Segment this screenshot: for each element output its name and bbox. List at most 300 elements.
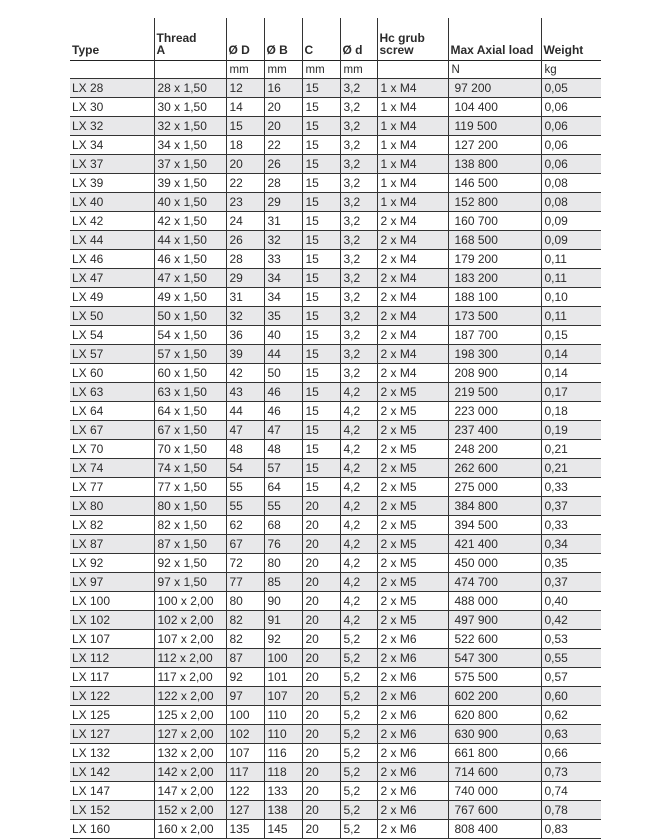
cell-load: 152 800 [448, 193, 541, 212]
cell-thread: 160 x 2,00 [154, 820, 226, 839]
cell-c: 15 [302, 364, 340, 383]
cell-ob: 16 [264, 79, 302, 98]
cell-odd: 3,2 [340, 136, 377, 155]
table-row [70, 231, 601, 250]
cell-weight: 0,05 [541, 79, 601, 98]
cell-type: LX 160 [70, 820, 154, 839]
cell-weight: 0,37 [541, 497, 601, 516]
cell-load: 173 500 [448, 307, 541, 326]
cell-type: LX 40 [70, 193, 154, 212]
cell-grub: 2 x M6 [377, 782, 448, 801]
cell-type: LX 147 [70, 782, 154, 801]
cell-thread: 102 x 2,00 [154, 611, 226, 630]
cell-odd: 3,2 [340, 117, 377, 136]
cell-odd: 4,2 [340, 592, 377, 611]
header-type: Type [72, 43, 100, 57]
cell-c: 15 [302, 212, 340, 231]
cell-grub: 1 x M4 [377, 174, 448, 193]
cell-type: LX 44 [70, 231, 154, 250]
cell-ob: 20 [264, 117, 302, 136]
cell-grub: 2 x M6 [377, 801, 448, 820]
cell-type: LX 54 [70, 326, 154, 345]
cell-ob: 29 [264, 193, 302, 212]
cell-thread: 122 x 2,00 [154, 687, 226, 706]
cell-c: 15 [302, 459, 340, 478]
cell-load: 575 500 [448, 668, 541, 687]
cell-thread: 82 x 1,50 [154, 516, 226, 535]
cell-ob: 33 [264, 250, 302, 269]
cell-weight: 0,09 [541, 212, 601, 231]
cell-od: 36 [226, 326, 264, 345]
cell-weight: 0,55 [541, 649, 601, 668]
cell-weight: 0,78 [541, 801, 601, 820]
cell-od: 67 [226, 535, 264, 554]
cell-thread: 54 x 1,50 [154, 326, 226, 345]
cell-c: 15 [302, 402, 340, 421]
header-grub-line1: Hc grub [379, 31, 425, 45]
cell-grub: 1 x M4 [377, 117, 448, 136]
cell-weight: 0,37 [541, 573, 601, 592]
table-row [70, 801, 601, 820]
cell-od: 29 [226, 269, 264, 288]
header-grub [377, 18, 448, 61]
cell-load: 183 200 [448, 269, 541, 288]
cell-c: 15 [302, 383, 340, 402]
cell-load: 497 900 [448, 611, 541, 630]
cell-odd: 4,2 [340, 516, 377, 535]
table-row [70, 592, 601, 611]
unit-c: mm [302, 61, 340, 79]
cell-od: 14 [226, 98, 264, 117]
cell-od: 23 [226, 193, 264, 212]
cell-type: LX 30 [70, 98, 154, 117]
cell-od: 20 [226, 155, 264, 174]
cell-odd: 3,2 [340, 307, 377, 326]
cell-thread: 63 x 1,50 [154, 383, 226, 402]
cell-weight: 0,18 [541, 402, 601, 421]
cell-type: LX 46 [70, 250, 154, 269]
cell-odd: 3,2 [340, 326, 377, 345]
cell-grub: 2 x M6 [377, 763, 448, 782]
cell-weight: 0,06 [541, 98, 601, 117]
cell-od: 122 [226, 782, 264, 801]
cell-ob: 48 [264, 440, 302, 459]
cell-ob: 110 [264, 706, 302, 725]
cell-grub: 2 x M4 [377, 326, 448, 345]
cell-weight: 0,06 [541, 117, 601, 136]
cell-type: LX 50 [70, 307, 154, 326]
cell-type: LX 37 [70, 155, 154, 174]
table-row [70, 383, 601, 402]
cell-weight: 0,21 [541, 459, 601, 478]
table-row [70, 421, 601, 440]
cell-grub: 2 x M5 [377, 478, 448, 497]
cell-grub: 2 x M6 [377, 725, 448, 744]
cell-load: 384 800 [448, 497, 541, 516]
cell-load: 450 000 [448, 554, 541, 573]
cell-grub: 1 x M4 [377, 98, 448, 117]
cell-weight: 0,19 [541, 421, 601, 440]
cell-od: 48 [226, 440, 264, 459]
cell-type: LX 77 [70, 478, 154, 497]
table-row [70, 364, 601, 383]
cell-odd: 4,2 [340, 535, 377, 554]
cell-c: 15 [302, 193, 340, 212]
cell-odd: 4,2 [340, 459, 377, 478]
cell-od: 117 [226, 763, 264, 782]
cell-grub: 2 x M5 [377, 402, 448, 421]
table-row [70, 763, 601, 782]
cell-ob: 85 [264, 573, 302, 592]
cell-c: 20 [302, 744, 340, 763]
cell-odd: 3,2 [340, 250, 377, 269]
cell-c: 15 [302, 269, 340, 288]
cell-load: 188 100 [448, 288, 541, 307]
cell-load: 522 600 [448, 630, 541, 649]
cell-grub: 2 x M6 [377, 649, 448, 668]
cell-type: LX 125 [70, 706, 154, 725]
cell-od: 42 [226, 364, 264, 383]
table-row [70, 725, 601, 744]
cell-type: LX 127 [70, 725, 154, 744]
cell-grub: 2 x M4 [377, 307, 448, 326]
cell-load: 219 500 [448, 383, 541, 402]
cell-weight: 0,11 [541, 269, 601, 288]
cell-odd: 3,2 [340, 345, 377, 364]
cell-od: 80 [226, 592, 264, 611]
table-row [70, 459, 601, 478]
cell-c: 15 [302, 174, 340, 193]
cell-c: 20 [302, 554, 340, 573]
cell-weight: 0,40 [541, 592, 601, 611]
table-row [70, 649, 601, 668]
header-c: C [302, 18, 340, 61]
cell-c: 20 [302, 497, 340, 516]
cell-thread: 49 x 1,50 [154, 288, 226, 307]
unit-type [70, 61, 154, 79]
table-row [70, 706, 601, 725]
cell-c: 20 [302, 782, 340, 801]
unit-odd: mm [340, 61, 377, 79]
unit-ob: mm [264, 61, 302, 79]
cell-load: 208 900 [448, 364, 541, 383]
cell-thread: 67 x 1,50 [154, 421, 226, 440]
cell-od: 55 [226, 497, 264, 516]
cell-c: 15 [302, 345, 340, 364]
cell-grub: 1 x M4 [377, 79, 448, 98]
cell-od: 18 [226, 136, 264, 155]
cell-odd: 3,2 [340, 98, 377, 117]
cell-thread: 39 x 1,50 [154, 174, 226, 193]
cell-grub: 2 x M6 [377, 744, 448, 763]
table-row [70, 744, 601, 763]
header-thread-line1: Thread [156, 31, 197, 45]
cell-c: 20 [302, 516, 340, 535]
table-row [70, 630, 601, 649]
cell-grub: 1 x M4 [377, 155, 448, 174]
cell-odd: 4,2 [340, 383, 377, 402]
cell-ob: 57 [264, 459, 302, 478]
cell-type: LX 47 [70, 269, 154, 288]
cell-odd: 3,2 [340, 231, 377, 250]
cell-load: 661 800 [448, 744, 541, 763]
cell-load: 767 600 [448, 801, 541, 820]
cell-type: LX 100 [70, 592, 154, 611]
cell-grub: 2 x M5 [377, 459, 448, 478]
cell-odd: 4,2 [340, 497, 377, 516]
cell-thread: 74 x 1,50 [154, 459, 226, 478]
cell-thread: 57 x 1,50 [154, 345, 226, 364]
cell-ob: 35 [264, 307, 302, 326]
cell-thread: 60 x 1,50 [154, 364, 226, 383]
cell-weight: 0,06 [541, 155, 601, 174]
cell-grub: 2 x M4 [377, 269, 448, 288]
table-row [70, 402, 601, 421]
cell-ob: 22 [264, 136, 302, 155]
cell-load: 104 400 [448, 98, 541, 117]
cell-type: LX 28 [70, 79, 154, 98]
cell-odd: 3,2 [340, 79, 377, 98]
cell-odd: 4,2 [340, 611, 377, 630]
cell-ob: 32 [264, 231, 302, 250]
cell-type: LX 39 [70, 174, 154, 193]
cell-load: 119 500 [448, 117, 541, 136]
table-row [70, 345, 601, 364]
header-thread-line2: A [156, 43, 166, 57]
cell-ob: 44 [264, 345, 302, 364]
cell-grub: 1 x M4 [377, 136, 448, 155]
table-row [70, 212, 601, 231]
cell-thread: 47 x 1,50 [154, 269, 226, 288]
cell-grub: 2 x M5 [377, 592, 448, 611]
cell-c: 15 [302, 231, 340, 250]
cell-load: 168 500 [448, 231, 541, 250]
cell-odd: 4,2 [340, 573, 377, 592]
cell-type: LX 60 [70, 364, 154, 383]
cell-thread: 117 x 2,00 [154, 668, 226, 687]
cell-load: 421 400 [448, 535, 541, 554]
cell-load: 275 000 [448, 478, 541, 497]
header-grub-line2: screw [379, 43, 414, 57]
cell-ob: 138 [264, 801, 302, 820]
cell-thread: 32 x 1,50 [154, 117, 226, 136]
cell-od: 44 [226, 402, 264, 421]
table-row [70, 98, 601, 117]
cell-c: 15 [302, 79, 340, 98]
cell-odd: 5,2 [340, 668, 377, 687]
cell-type: LX 97 [70, 573, 154, 592]
cell-c: 15 [302, 250, 340, 269]
cell-odd: 5,2 [340, 706, 377, 725]
header-load: Max Axial load [448, 18, 541, 61]
cell-load: 248 200 [448, 440, 541, 459]
table-row [70, 79, 601, 98]
cell-c: 20 [302, 592, 340, 611]
cell-ob: 80 [264, 554, 302, 573]
cell-type: LX 42 [70, 212, 154, 231]
table-row [70, 440, 601, 459]
cell-odd: 3,2 [340, 155, 377, 174]
cell-type: LX 67 [70, 421, 154, 440]
cell-c: 20 [302, 611, 340, 630]
cell-load: 474 700 [448, 573, 541, 592]
cell-type: LX 122 [70, 687, 154, 706]
cell-weight: 0,74 [541, 782, 601, 801]
cell-ob: 46 [264, 383, 302, 402]
cell-c: 15 [302, 440, 340, 459]
cell-ob: 26 [264, 155, 302, 174]
cell-type: LX 49 [70, 288, 154, 307]
table-row [70, 611, 601, 630]
header-od: Ø D [226, 18, 264, 61]
cell-weight: 0,15 [541, 326, 601, 345]
cell-od: 87 [226, 649, 264, 668]
cell-ob: 68 [264, 516, 302, 535]
header-odd: Ø d [340, 18, 377, 61]
cell-c: 15 [302, 326, 340, 345]
cell-od: 92 [226, 668, 264, 687]
cell-grub: 2 x M4 [377, 364, 448, 383]
cell-thread: 132 x 2,00 [154, 744, 226, 763]
cell-thread: 87 x 1,50 [154, 535, 226, 554]
cell-odd: 5,2 [340, 801, 377, 820]
cell-weight: 0,11 [541, 307, 601, 326]
cell-odd: 5,2 [340, 649, 377, 668]
table-row [70, 269, 601, 288]
cell-thread: 147 x 2,00 [154, 782, 226, 801]
cell-ob: 92 [264, 630, 302, 649]
table-row [70, 535, 601, 554]
cell-load: 179 200 [448, 250, 541, 269]
cell-weight: 0,33 [541, 516, 601, 535]
cell-load: 262 600 [448, 459, 541, 478]
cell-weight: 0,83 [541, 820, 601, 839]
cell-c: 15 [302, 136, 340, 155]
cell-od: 12 [226, 79, 264, 98]
cell-weight: 0,06 [541, 136, 601, 155]
cell-weight: 0,14 [541, 345, 601, 364]
cell-type: LX 92 [70, 554, 154, 573]
cell-weight: 0,42 [541, 611, 601, 630]
cell-c: 15 [302, 421, 340, 440]
cell-type: LX 32 [70, 117, 154, 136]
cell-c: 20 [302, 706, 340, 725]
cell-od: 22 [226, 174, 264, 193]
cell-weight: 0,10 [541, 288, 601, 307]
cell-ob: 90 [264, 592, 302, 611]
table-row [70, 136, 601, 155]
cell-type: LX 152 [70, 801, 154, 820]
cell-grub: 2 x M5 [377, 611, 448, 630]
cell-weight: 0,62 [541, 706, 601, 725]
cell-grub: 2 x M6 [377, 668, 448, 687]
cell-odd: 4,2 [340, 421, 377, 440]
cell-c: 20 [302, 573, 340, 592]
table-row [70, 478, 601, 497]
cell-grub: 2 x M5 [377, 516, 448, 535]
cell-ob: 46 [264, 402, 302, 421]
cell-odd: 3,2 [340, 212, 377, 231]
cell-ob: 118 [264, 763, 302, 782]
cell-thread: 97 x 1,50 [154, 573, 226, 592]
cell-thread: 112 x 2,00 [154, 649, 226, 668]
cell-od: 31 [226, 288, 264, 307]
cell-thread: 92 x 1,50 [154, 554, 226, 573]
header-ob: Ø B [264, 18, 302, 61]
cell-od: 32 [226, 307, 264, 326]
unit-weight: kg [541, 61, 601, 79]
table-row [70, 193, 601, 212]
cell-grub: 2 x M5 [377, 535, 448, 554]
cell-c: 20 [302, 801, 340, 820]
cell-odd: 4,2 [340, 478, 377, 497]
cell-odd: 4,2 [340, 402, 377, 421]
cell-ob: 107 [264, 687, 302, 706]
cell-c: 20 [302, 763, 340, 782]
cell-od: 62 [226, 516, 264, 535]
cell-type: LX 107 [70, 630, 154, 649]
cell-thread: 142 x 2,00 [154, 763, 226, 782]
cell-type: LX 63 [70, 383, 154, 402]
cell-grub: 2 x M5 [377, 383, 448, 402]
cell-od: 43 [226, 383, 264, 402]
cell-ob: 110 [264, 725, 302, 744]
cell-ob: 20 [264, 98, 302, 117]
cell-load: 127 200 [448, 136, 541, 155]
cell-odd: 3,2 [340, 193, 377, 212]
cell-ob: 34 [264, 269, 302, 288]
table-row [70, 687, 601, 706]
cell-ob: 91 [264, 611, 302, 630]
cell-c: 15 [302, 288, 340, 307]
cell-load: 714 600 [448, 763, 541, 782]
cell-ob: 116 [264, 744, 302, 763]
cell-weight: 0,17 [541, 383, 601, 402]
cell-grub: 2 x M5 [377, 497, 448, 516]
cell-grub: 2 x M6 [377, 820, 448, 839]
cell-load: 630 900 [448, 725, 541, 744]
cell-load: 740 000 [448, 782, 541, 801]
table-row [70, 307, 601, 326]
table-row [70, 668, 601, 687]
cell-grub: 2 x M4 [377, 345, 448, 364]
cell-c: 20 [302, 630, 340, 649]
cell-c: 20 [302, 725, 340, 744]
cell-thread: 80 x 1,50 [154, 497, 226, 516]
cell-ob: 31 [264, 212, 302, 231]
cell-odd: 5,2 [340, 763, 377, 782]
table-row [70, 782, 601, 801]
cell-ob: 100 [264, 649, 302, 668]
cell-type: LX 142 [70, 763, 154, 782]
cell-c: 20 [302, 668, 340, 687]
cell-weight: 0,08 [541, 193, 601, 212]
unit-load: N [448, 61, 541, 79]
header-weight: Weight [541, 18, 601, 61]
cell-weight: 0,35 [541, 554, 601, 573]
cell-ob: 40 [264, 326, 302, 345]
cell-thread: 42 x 1,50 [154, 212, 226, 231]
cell-ob: 47 [264, 421, 302, 440]
cell-odd: 5,2 [340, 725, 377, 744]
cell-odd: 4,2 [340, 440, 377, 459]
cell-weight: 0,66 [541, 744, 601, 763]
header-thread [154, 18, 226, 61]
cell-ob: 64 [264, 478, 302, 497]
cell-grub: 2 x M5 [377, 440, 448, 459]
cell-grub: 2 x M4 [377, 231, 448, 250]
spec-table [70, 18, 601, 839]
